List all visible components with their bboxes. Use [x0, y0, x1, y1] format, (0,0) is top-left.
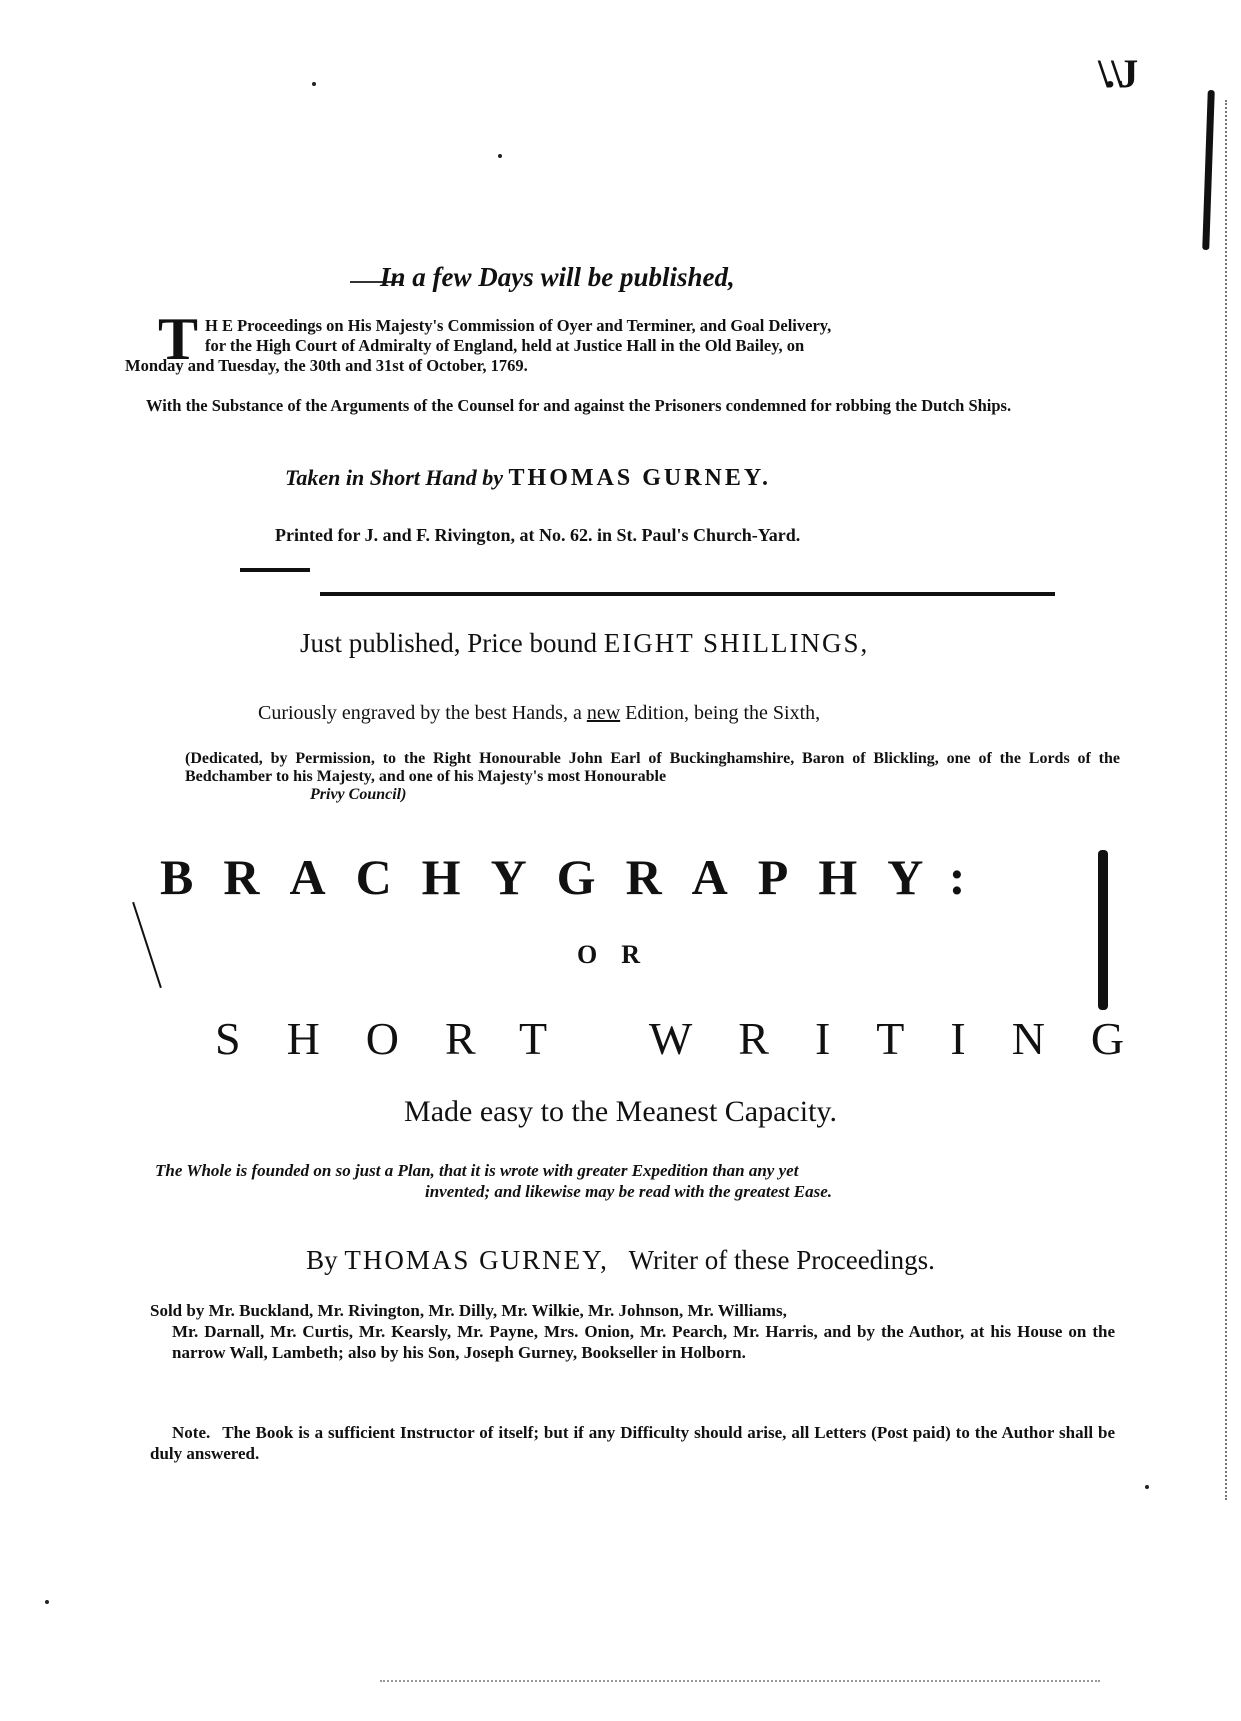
scan-edge-mark	[1202, 90, 1215, 250]
author-name: THOMAS GURNEY,	[344, 1245, 609, 1275]
proceedings-line: for the High Court of Admiralty of England, held at Justice Hall in the Old Bailey, on	[205, 336, 805, 355]
made-easy-line: Made easy to the Meanest Capacity.	[404, 1095, 837, 1128]
dedication-paragraph	[185, 750, 1120, 804]
divider-rule	[320, 592, 1055, 596]
shorthand-credit	[285, 465, 1005, 492]
sellers-paragraph	[150, 1300, 1115, 1363]
scan-border-noise	[380, 1680, 1100, 1684]
scan-border-noise	[1225, 100, 1229, 1500]
dedication-sub: Privy Council)	[310, 786, 407, 803]
author-byline	[0, 1245, 1241, 1276]
printer-imprint: Printed for J. and F. Rivington, at No. 62. in St. Paul's Church-Yard.	[275, 525, 801, 545]
edition-line	[258, 702, 1048, 725]
author-role: Writer of these Proceedings.	[628, 1245, 935, 1275]
announcement-heading: In a few Days will be published,	[380, 262, 735, 292]
proceedings-paragraph	[125, 316, 1115, 376]
sellers-rest: Mr. Darnall, Mr. Curtis, Mr. Kearsly, Mr. Payne, Mrs. Onion, Mr. Pearch, Mr. Harris, and by the Author, at his House on the narrow Wall, Lambeth; also by his Son, Joseph Gurney, Bookseller in Holborn.	[172, 1322, 1115, 1362]
scan-speck	[1145, 1485, 1149, 1489]
sellers-line: Sold by Mr. Buckland, Mr. Rivington, Mr. Dilly, Mr. Wilkie, Mr. Johnson, Mr. Williams,	[150, 1301, 787, 1320]
price: EIGHT SHILLINGS,	[603, 628, 870, 658]
note-text: The Book is a sufficient Instructor of itself; but if any Difficulty should arise, all Letters (Post paid) to the Author shall be duly answered.	[150, 1423, 1115, 1463]
byline-by: By	[306, 1245, 338, 1275]
dedication-main: (Dedicated, by Permission, to the Right Honourable John Earl of Buckinghamshire, Baron of Blickling, one of the Lords of the Bedchamber to his Majesty, and one of his Majesty's most Honourable	[185, 750, 1120, 785]
plan-line: invented; and likewise may be read with the greatest Ease.	[425, 1182, 833, 1201]
just-published-prefix: Just published, Price bound	[300, 628, 597, 658]
divider-rule	[240, 568, 310, 572]
scan-speck	[498, 154, 502, 158]
proceedings-line: H E Proceedings on His Majesty's Commission of Oyer and Terminer, and Goal Delivery,	[205, 316, 832, 335]
note-label: Note.	[172, 1423, 211, 1442]
edition-suffix: Edition, being the Sixth,	[625, 702, 821, 724]
scan-speck	[45, 1600, 49, 1604]
book-title: BRACHYGRAPHY:	[160, 849, 996, 905]
scan-speck	[312, 82, 316, 86]
edition-prefix: Curiously engraved by the best Hands, a	[258, 702, 582, 724]
corner-mark: \.\J	[1098, 51, 1135, 96]
plan-paragraph	[155, 1160, 1115, 1202]
counsel-paragraph: With the Substance of the Arguments of the Counsel for and against the Prisoners condemned for robbing the Dutch Ships.	[146, 396, 1012, 415]
note-paragraph	[150, 1422, 1115, 1464]
proceedings-line: Monday and Tuesday, the 30th and 31st of October, 1769.	[125, 356, 528, 375]
plan-line: The Whole is founded on so just a Plan, that it is wrote with greater Expedition than any yet	[155, 1161, 799, 1180]
title-conjunction: OR	[577, 940, 664, 969]
book-subtitle: SHORT WRITING	[215, 1013, 1171, 1064]
drop-cap: T	[158, 306, 199, 372]
shorthand-name: THOMAS GURNEY.	[508, 465, 772, 491]
just-published-line	[300, 628, 1020, 659]
edition-new: new	[586, 702, 621, 724]
shorthand-label: Taken in Short Hand by	[285, 465, 504, 490]
